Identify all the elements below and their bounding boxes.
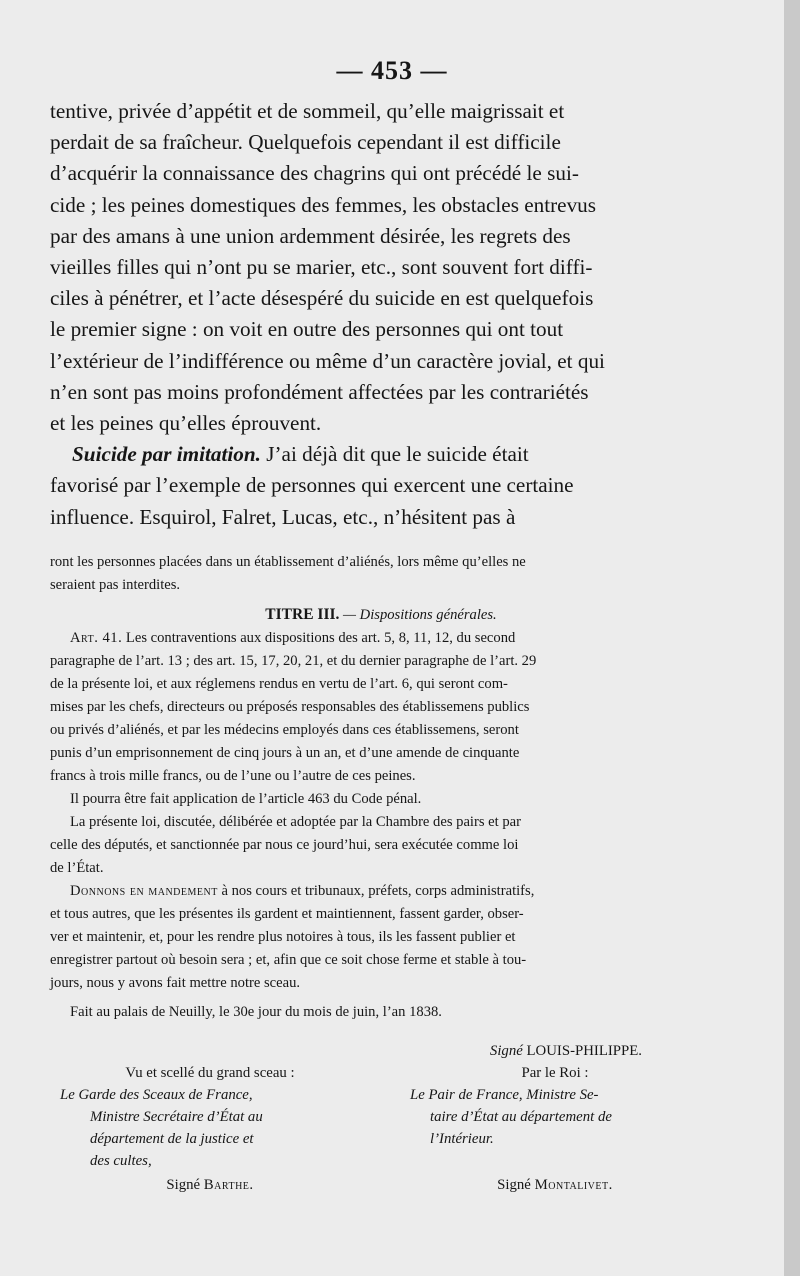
main-line: l’extérieur de l’indifférence ou même d’un caractère jovial, et qui [50,348,605,373]
main-line: perdait de sa fraîcheur. Quelquefois cependant il est difficile [50,130,561,155]
left-sig-line: département de la justice et [90,1131,254,1147]
main-line: tentive, privée d’appétit et de sommeil, qu’elle maigrissait et [50,99,565,123]
left-sig-name: Barthe. [203,1177,254,1193]
left-sig-line: des cultes, [90,1153,152,1169]
titre-text: — Dispositions générales. [343,607,497,623]
right-signature-block [410,1062,700,1196]
left-sig-line: Le Garde des Sceaux de France, [60,1087,253,1103]
main-text [50,96,712,533]
mandement-text: à nos cours et tribunaux, préfets, corps administratifs, [221,883,535,899]
right-sig-line: taire d’État au département de [430,1109,612,1125]
main-line: et les peines qu’elles éprouvent. [50,411,322,436]
titre-label: TITRE III. [265,606,340,623]
imitation-heading: Suicide par imitation. [72,442,261,467]
mandement-label: Donnons en mandement [70,883,218,899]
article-line: mises par les chefs, directeurs ou préposés responsables des établissemens publics [50,699,530,715]
article-label: Art. 41. [70,630,123,646]
loi-line: de l’État. [50,860,104,876]
article-line: ou privés d’aliénés, et par les médecins employés dans ces établissemens, seront [50,722,519,738]
main-line: cide ; les peines domestiques des femmes, les obstacles entrevus [50,192,597,217]
right-sig-signe: Signé [497,1177,531,1193]
right-sig-line: Le Pair de France, Ministre Se- [410,1087,599,1103]
king-signature [60,1040,700,1062]
page-number: — 453 — [336,56,448,85]
main-line: vieilles filles qui n’ont pu se marier, etc., sont souvent fort diffi- [50,255,593,280]
mandement-start [50,880,712,903]
left-sig-header: Vu et scellé du grand sceau : [125,1065,295,1081]
article-line: de la présente loi, et aux réglemens rendus en vertu de l’art. 6, qui seront com- [50,676,508,692]
law-text [50,551,712,1024]
right-sig-line: l’Intérieur. [430,1131,494,1147]
main-line: par des amans à une union ardemment désirée, les regrets des [50,223,571,248]
loi-line: La présente loi, discutée, délibérée et adoptée par la Chambre des pairs et par [70,814,521,830]
fait-line: Fait au palais de Neuilly, le 30e jour du mois de juin, l’an 1838. [70,1004,442,1020]
loi-line: celle des députés, et sanctionnée par nous ce jourd’hui, sera exécutée comme loi [50,837,519,853]
king-signe-word: Signé [489,1043,523,1059]
king-name: LOUIS-PHILIPPE. [526,1043,642,1059]
signatures [60,1040,700,1196]
right-sig-name: Montalivet. [534,1177,613,1193]
main-line: ciles à pénétrer, et l’acte désespéré du suicide en est quelquefois [50,286,594,311]
imitation-paragraph-start [50,439,712,470]
right-sig-header: Par le Roi : [521,1065,589,1081]
main-line: le premier signe : on voit en outre des personnes qui ont tout [50,317,564,342]
page-edge [784,0,800,1276]
titre-heading [50,603,712,627]
imitation-line: favorisé par l’exemple de personnes qui exercent une certaine [50,473,574,498]
footnote-line: ront les personnes placées dans un établissement d’aliénés, lors même qu’elles ne [50,554,526,570]
left-signature-block [60,1062,360,1196]
mandement-line: jours, nous y avons fait mettre notre sceau. [50,975,301,991]
mandement-line: ver et maintenir, et, pour les rendre plus notoires à tous, ils les fassent publier et [50,929,516,945]
imitation-line: influence. Esquirol, Falret, Lucas, etc., n’hésitent pas à [50,504,516,529]
footnote-line: seraient pas interdites. [50,577,181,593]
signature-columns [60,1062,700,1196]
mandement-line: enregistrer partout où besoin sera ; et, afin que ce soit chose ferme et stable à tou- [50,952,527,968]
penal-line: Il pourra être fait application de l’article 463 du Code pénal. [70,791,422,807]
article-line: francs à trois mille francs, ou de l’une ou l’autre de ces peines. [50,768,416,784]
left-sig-line: Ministre Secrétaire d’État au [90,1109,263,1125]
article-text: Les contraventions aux dispositions des art. 5, 8, 11, 12, du second [125,630,516,646]
main-line: d’acquérir la connaissance des chagrins qui ont précédé le sui- [50,161,579,186]
mandement-line: et tous autres, que les présentes ils gardent et maintiennent, fassent garder, obser- [50,906,524,922]
article-line: punis d’un emprisonnement de cinq jours à un an, et d’une amende de cinquante [50,745,520,761]
main-line: n’en sont pas moins profondément affectées par les contrariétés [50,379,589,404]
article-line: paragraphe de l’art. 13 ; des art. 15, 17, 20, 21, et du dernier paragraphe de l’art. 29 [50,653,537,669]
article-start [50,627,712,650]
left-sig-signe: Signé [166,1177,201,1193]
imitation-text: J’ai déjà dit que le suicide était [266,442,529,467]
